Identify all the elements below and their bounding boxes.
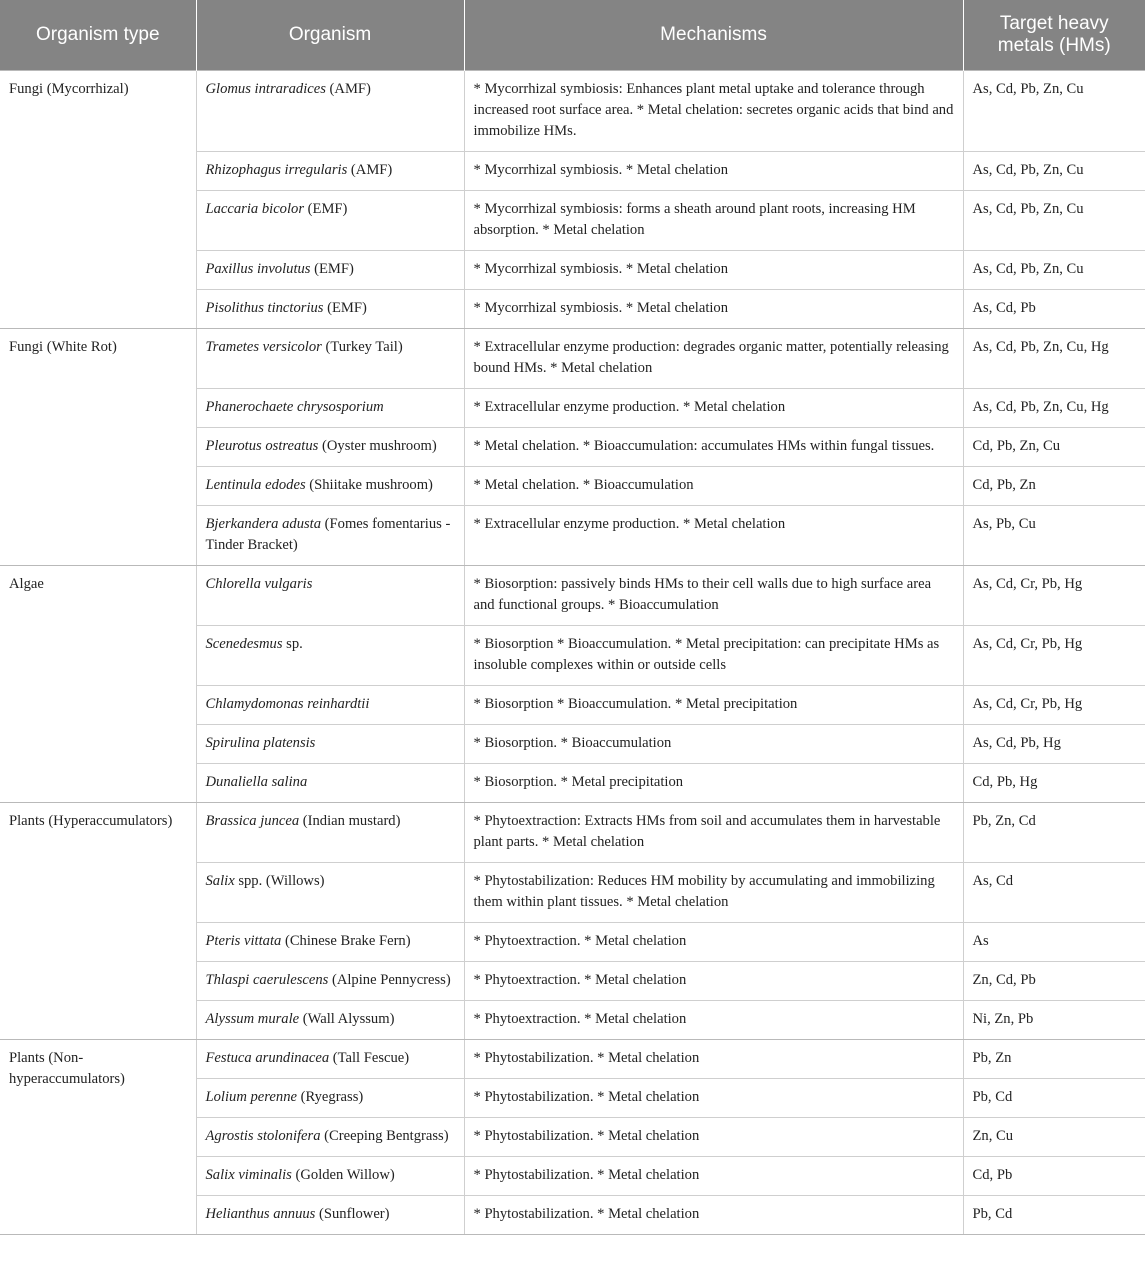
mechanism-cell: * Biosorption. * Metal precipitation xyxy=(464,763,963,802)
table-header xyxy=(0,0,1145,70)
organism-cell xyxy=(196,466,464,505)
organism-type-cell: Plants (Hyperaccumulators) xyxy=(0,802,196,1039)
mechanism-cell: * Biosorption: passively binds HMs to their cell walls due to high surface area and functional groups. * Bioaccumulation xyxy=(464,565,963,625)
organism-cell xyxy=(196,922,464,961)
table-body xyxy=(0,70,1145,1234)
target-metals-cell: As, Cd xyxy=(963,862,1145,922)
organism-cell xyxy=(196,190,464,250)
organism-cell xyxy=(196,1000,464,1039)
scientific-name: Scenedesmus xyxy=(205,635,283,652)
scientific-name: Trametes versicolor xyxy=(205,338,322,355)
header-mechanisms: Mechanisms xyxy=(464,0,963,70)
scientific-name: Pisolithus tinctorius xyxy=(205,299,324,316)
common-name: (Tall Fescue) xyxy=(329,1049,410,1066)
organism-cell xyxy=(196,685,464,724)
organism-type-cell: Plants (Non-hyperaccumulators) xyxy=(0,1039,196,1234)
target-metals-cell: Cd, Pb, Zn xyxy=(963,466,1145,505)
organism-cell xyxy=(196,505,464,565)
target-metals-cell: Cd, Pb xyxy=(963,1156,1145,1195)
mechanism-cell: * Phytostabilization. * Metal chelation xyxy=(464,1195,963,1234)
common-name: (Shiitake mushroom) xyxy=(305,476,433,493)
organism-type-cell: Fungi (White Rot) xyxy=(0,328,196,565)
scientific-name: Laccaria bicolor xyxy=(205,200,305,217)
mechanism-cell: * Phytostabilization. * Metal chelation xyxy=(464,1039,963,1078)
organism-cell xyxy=(196,427,464,466)
organism-cell xyxy=(196,763,464,802)
common-name: (Golden Willow) xyxy=(291,1166,395,1183)
common-name: (Turkey Tail) xyxy=(321,338,403,355)
target-metals-cell: Ni, Zn, Pb xyxy=(963,1000,1145,1039)
organism-cell xyxy=(196,289,464,328)
organism-cell xyxy=(196,862,464,922)
target-metals-cell: Pb, Cd xyxy=(963,1078,1145,1117)
common-name: (EMF) xyxy=(323,299,367,316)
table-row xyxy=(0,1039,1145,1078)
table-row xyxy=(0,565,1145,625)
organism-cell xyxy=(196,724,464,763)
organism-cell xyxy=(196,1117,464,1156)
mechanism-cell: * Biosorption * Bioaccumulation. * Metal precipitation xyxy=(464,685,963,724)
organism-cell xyxy=(196,625,464,685)
common-name: (AMF) xyxy=(347,161,393,178)
scientific-name: Festuca arundinacea xyxy=(205,1049,330,1066)
mechanism-cell: * Mycorrhizal symbiosis. * Metal chelation xyxy=(464,151,963,190)
target-metals-cell: As, Pb, Cu xyxy=(963,505,1145,565)
header-organism: Organism xyxy=(196,0,464,70)
mechanism-cell: * Biosorption * Bioaccumulation. * Metal precipitation: can precipitate HMs as insoluble complexes within or outside cells xyxy=(464,625,963,685)
mechanism-cell: * Phytoextraction: Extracts HMs from soil and accumulates them in harvestable plant parts. * Metal chelation xyxy=(464,802,963,862)
scientific-name: Bjerkandera adusta xyxy=(205,515,322,532)
mechanism-cell: * Phytostabilization. * Metal chelation xyxy=(464,1078,963,1117)
target-metals-cell: As xyxy=(963,922,1145,961)
target-metals-cell: Cd, Pb, Zn, Cu xyxy=(963,427,1145,466)
common-name: (AMF) xyxy=(325,80,371,97)
organism-cell xyxy=(196,1078,464,1117)
organism-cell xyxy=(196,802,464,862)
common-name: (Creeping Bentgrass) xyxy=(320,1127,449,1144)
organism-cell xyxy=(196,250,464,289)
header-organism-type: Organism type xyxy=(0,0,196,70)
scientific-name: Lentinula edodes xyxy=(205,476,306,493)
table-row xyxy=(0,328,1145,388)
organism-cell xyxy=(196,388,464,427)
mechanism-cell: * Mycorrhizal symbiosis: Enhances plant metal uptake and tolerance through increased root surface area. * Metal chelation: secretes organic acids that bind and immobilize HMs. xyxy=(464,70,963,151)
mechanism-cell: * Extracellular enzyme production. * Metal chelation xyxy=(464,388,963,427)
scientific-name: Salix viminalis xyxy=(205,1166,292,1183)
target-metals-cell: As, Cd, Cr, Pb, Hg xyxy=(963,625,1145,685)
scientific-name: Thlaspi caerulescens xyxy=(205,971,329,988)
organism-cell xyxy=(196,70,464,151)
scientific-name: Alyssum murale xyxy=(205,1010,300,1027)
target-metals-cell: Pb, Zn xyxy=(963,1039,1145,1078)
common-name: (EMF) xyxy=(304,200,348,217)
mechanism-cell: * Phytoextraction. * Metal chelation xyxy=(464,1000,963,1039)
mechanism-cell: * Mycorrhizal symbiosis. * Metal chelation xyxy=(464,289,963,328)
common-name: (Oyster mushroom) xyxy=(318,437,437,454)
target-metals-cell: Pb, Cd xyxy=(963,1195,1145,1234)
common-name: (Wall Alyssum) xyxy=(299,1010,395,1027)
common-name: spp. (Willows) xyxy=(234,872,325,889)
mechanism-cell: * Phytoextraction. * Metal chelation xyxy=(464,922,963,961)
mechanism-cell: * Phytostabilization. * Metal chelation xyxy=(464,1117,963,1156)
scientific-name: Salix xyxy=(205,872,235,889)
scientific-name: Pteris vittata xyxy=(205,932,282,949)
common-name: (Indian mustard) xyxy=(299,812,401,829)
target-metals-cell: As, Cd, Pb, Zn, Cu, Hg xyxy=(963,328,1145,388)
common-name: (Alpine Pennycress) xyxy=(328,971,451,988)
scientific-name: Spirulina platensis xyxy=(205,734,316,751)
organism-cell xyxy=(196,328,464,388)
organism-cell xyxy=(196,961,464,1000)
scientific-name: Glomus intraradices xyxy=(205,80,326,97)
scientific-name: Chlorella vulgaris xyxy=(205,575,313,592)
mechanism-cell: * Biosorption. * Bioaccumulation xyxy=(464,724,963,763)
organism-cell xyxy=(196,1156,464,1195)
scientific-name: Helianthus annuus xyxy=(205,1205,316,1222)
target-metals-cell: Pb, Zn, Cd xyxy=(963,802,1145,862)
common-name: (EMF) xyxy=(310,260,354,277)
target-metals-cell: As, Cd, Pb, Zn, Cu, Hg xyxy=(963,388,1145,427)
target-metals-cell: Cd, Pb, Hg xyxy=(963,763,1145,802)
mechanism-cell: * Phytostabilization. * Metal chelation xyxy=(464,1156,963,1195)
common-name: (Chinese Brake Fern) xyxy=(281,932,411,949)
mechanism-cell: * Metal chelation. * Bioaccumulation: accumulates HMs within fungal tissues. xyxy=(464,427,963,466)
organism-type-cell: Algae xyxy=(0,565,196,802)
scientific-name: Phanerochaete chrysosporium xyxy=(205,398,384,415)
organism-cell xyxy=(196,565,464,625)
scientific-name: Lolium perenne xyxy=(205,1088,297,1105)
target-metals-cell: As, Cd, Cr, Pb, Hg xyxy=(963,685,1145,724)
scientific-name: Chlamydomonas reinhardtii xyxy=(205,695,370,712)
target-metals-cell: Zn, Cu xyxy=(963,1117,1145,1156)
mechanism-cell: * Mycorrhizal symbiosis. * Metal chelation xyxy=(464,250,963,289)
scientific-name: Rhizophagus irregularis xyxy=(205,161,348,178)
mechanism-cell: * Mycorrhizal symbiosis: forms a sheath around plant roots, increasing HM absorption. * Metal chelation xyxy=(464,190,963,250)
target-metals-cell: As, Cd, Pb, Zn, Cu xyxy=(963,250,1145,289)
common-name: sp. xyxy=(282,635,303,652)
header-target-metals: Target heavy metals (HMs) xyxy=(963,0,1145,70)
common-name: (Fomes fomentarius - Tinder Bracket) xyxy=(205,515,454,553)
scientific-name: Dunaliella salina xyxy=(205,773,308,790)
mechanism-cell: * Phytoextraction. * Metal chelation xyxy=(464,961,963,1000)
common-name: (Sunflower) xyxy=(315,1205,390,1222)
organism-cell xyxy=(196,151,464,190)
scientific-name: Agrostis stolonifera xyxy=(205,1127,321,1144)
organism-cell xyxy=(196,1039,464,1078)
mechanism-cell: * Metal chelation. * Bioaccumulation xyxy=(464,466,963,505)
target-metals-cell: As, Cd, Pb, Zn, Cu xyxy=(963,190,1145,250)
scientific-name: Pleurotus ostreatus xyxy=(205,437,319,454)
common-name: (Ryegrass) xyxy=(296,1088,364,1105)
organism-cell xyxy=(196,1195,464,1234)
mechanism-cell: * Phytostabilization: Reduces HM mobility by accumulating and immobilizing them within plant tissues. * Metal chelation xyxy=(464,862,963,922)
scientific-name: Brassica juncea xyxy=(205,812,300,829)
mechanism-cell: * Extracellular enzyme production. * Metal chelation xyxy=(464,505,963,565)
scientific-name: Paxillus involutus xyxy=(205,260,311,277)
target-metals-cell: As, Cd, Pb, Hg xyxy=(963,724,1145,763)
target-metals-cell: As, Cd, Pb, Zn, Cu xyxy=(963,151,1145,190)
target-metals-cell: As, Cd, Cr, Pb, Hg xyxy=(963,565,1145,625)
target-metals-cell: As, Cd, Pb xyxy=(963,289,1145,328)
table-row xyxy=(0,70,1145,151)
target-metals-cell: Zn, Cd, Pb xyxy=(963,961,1145,1000)
target-metals-cell: As, Cd, Pb, Zn, Cu xyxy=(963,70,1145,151)
table-row xyxy=(0,802,1145,862)
header-row xyxy=(0,0,1145,70)
organism-type-cell: Fungi (Mycorrhizal) xyxy=(0,70,196,328)
mechanism-cell: * Extracellular enzyme production: degrades organic matter, potentially releasing bound HMs. * Metal chelation xyxy=(464,328,963,388)
